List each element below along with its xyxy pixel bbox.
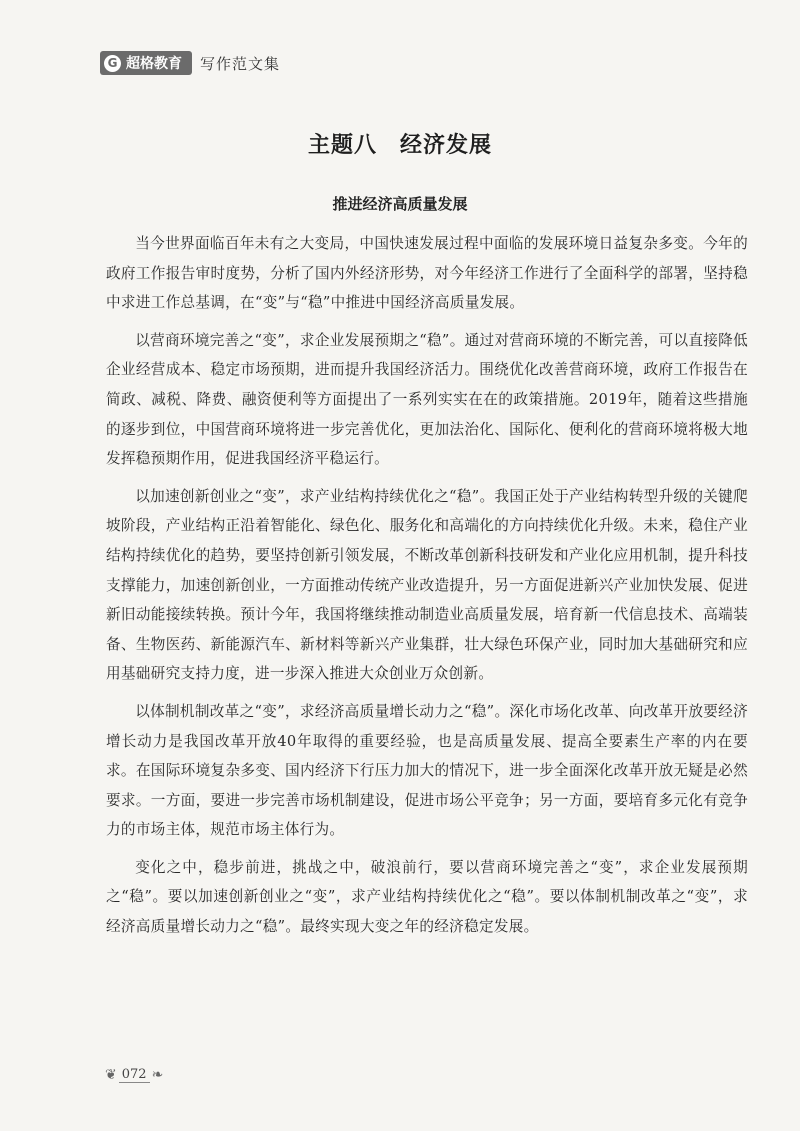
page-header [100,50,280,76]
brand-name: 超格教育 [126,56,182,72]
page-number: 072 [119,1067,150,1083]
ornament-right-icon: ❧ [151,1067,164,1083]
paragraph-3: 以加速创新创业之“变”，求产业结构持续优化之“稳”。我国正处于产业结构转型升级的关键爬坡阶段，产业结构正沿着智能化、绿色化、服务化和高端化的方向持续优化升级。未来，稳住产业结构持续优化的趋势，要坚持创新引领发展，不断改革创新科技研发和产业化应用机制，提升科技支撑能力，加速创新创业，一方面推动传统产业改造提升，另一方面促进新兴产业加快发展、促进新旧动能接续转换。预计今年，我国将继续推动制造业高质量发展，培育新一代信息技术、高端装备、生物医药、新能源汽车、新材料等新兴产业集群，壮大绿色环保产业，同时加大基础研究和应用基础研究支持力度，进一步深入推进大众创业万众创新。 [106,487,748,683]
paragraph-4: 以体制机制改革之“变”，求经济高质量增长动力之“稳”。深化市场化改革、向改革开放要经济增长动力是我国改革开放40年取得的重要经验，也是高质量发展、提高全要素生产率的内在要求。在国际环境复杂多变、国内经济下行压力加大的情况下，进一步全面深化改革开放无疑是必然要求。一方面，要进一步完善市场机制建设，促进市场公平竞争；另一方面，要培育多元化有竞争力的市场主体，规范市场主体行为。 [106,702,748,839]
essay-body [106,229,748,950]
paragraph-5: 变化之中，稳步前进，挑战之中，破浪前行，要以营商环境完善之“变”，求企业发展预期之“稳”。要以加速创新创业之“变”，求产业结构持续优化之“稳”。要以体制机制改革之“变”，求经济高质量增长动力之“稳”。最终实现大变之年的经济稳定发展。 [106,858,748,936]
brand-badge [100,51,192,75]
brand-logo-icon: G [104,55,121,72]
paragraph-1: 当今世界面临百年未有之大变局，中国快速发展过程中面临的发展环境日益复杂多变。今年的政府工作报告审时度势，分析了国内外经济形势，对今年经济工作进行了全面科学的部署，坚持稳中求进工作总基调，在“变”与“稳”中推进中国经济高质量发展。 [106,235,748,312]
chapter-title: 主题八 经济发展 [307,133,492,158]
series-title: 写作范文集 [200,54,281,73]
ornament-left-icon: ❦ [105,1067,117,1083]
paragraph-2: 以营商环境完善之“变”，求企业发展预期之“稳”。通过对营商环境的不断完善，可以直接降低企业经营成本、稳定市场预期，进而提升我国经济活力。围绕优化改善营商环境，政府工作报告在简政、减税、降费、融资便利等方面提出了一系列实实在在的政策措施。2019年，随着这些措施的逐步到位，中国营商环境将进一步完善优化，更加法治化、国际化、便利化的营商环境将极大地发挥稳预期作用，促进我国经济平稳运行。 [106,331,748,468]
page-footer [105,1064,163,1086]
essay-title: 推进经济高质量发展 [332,195,468,213]
